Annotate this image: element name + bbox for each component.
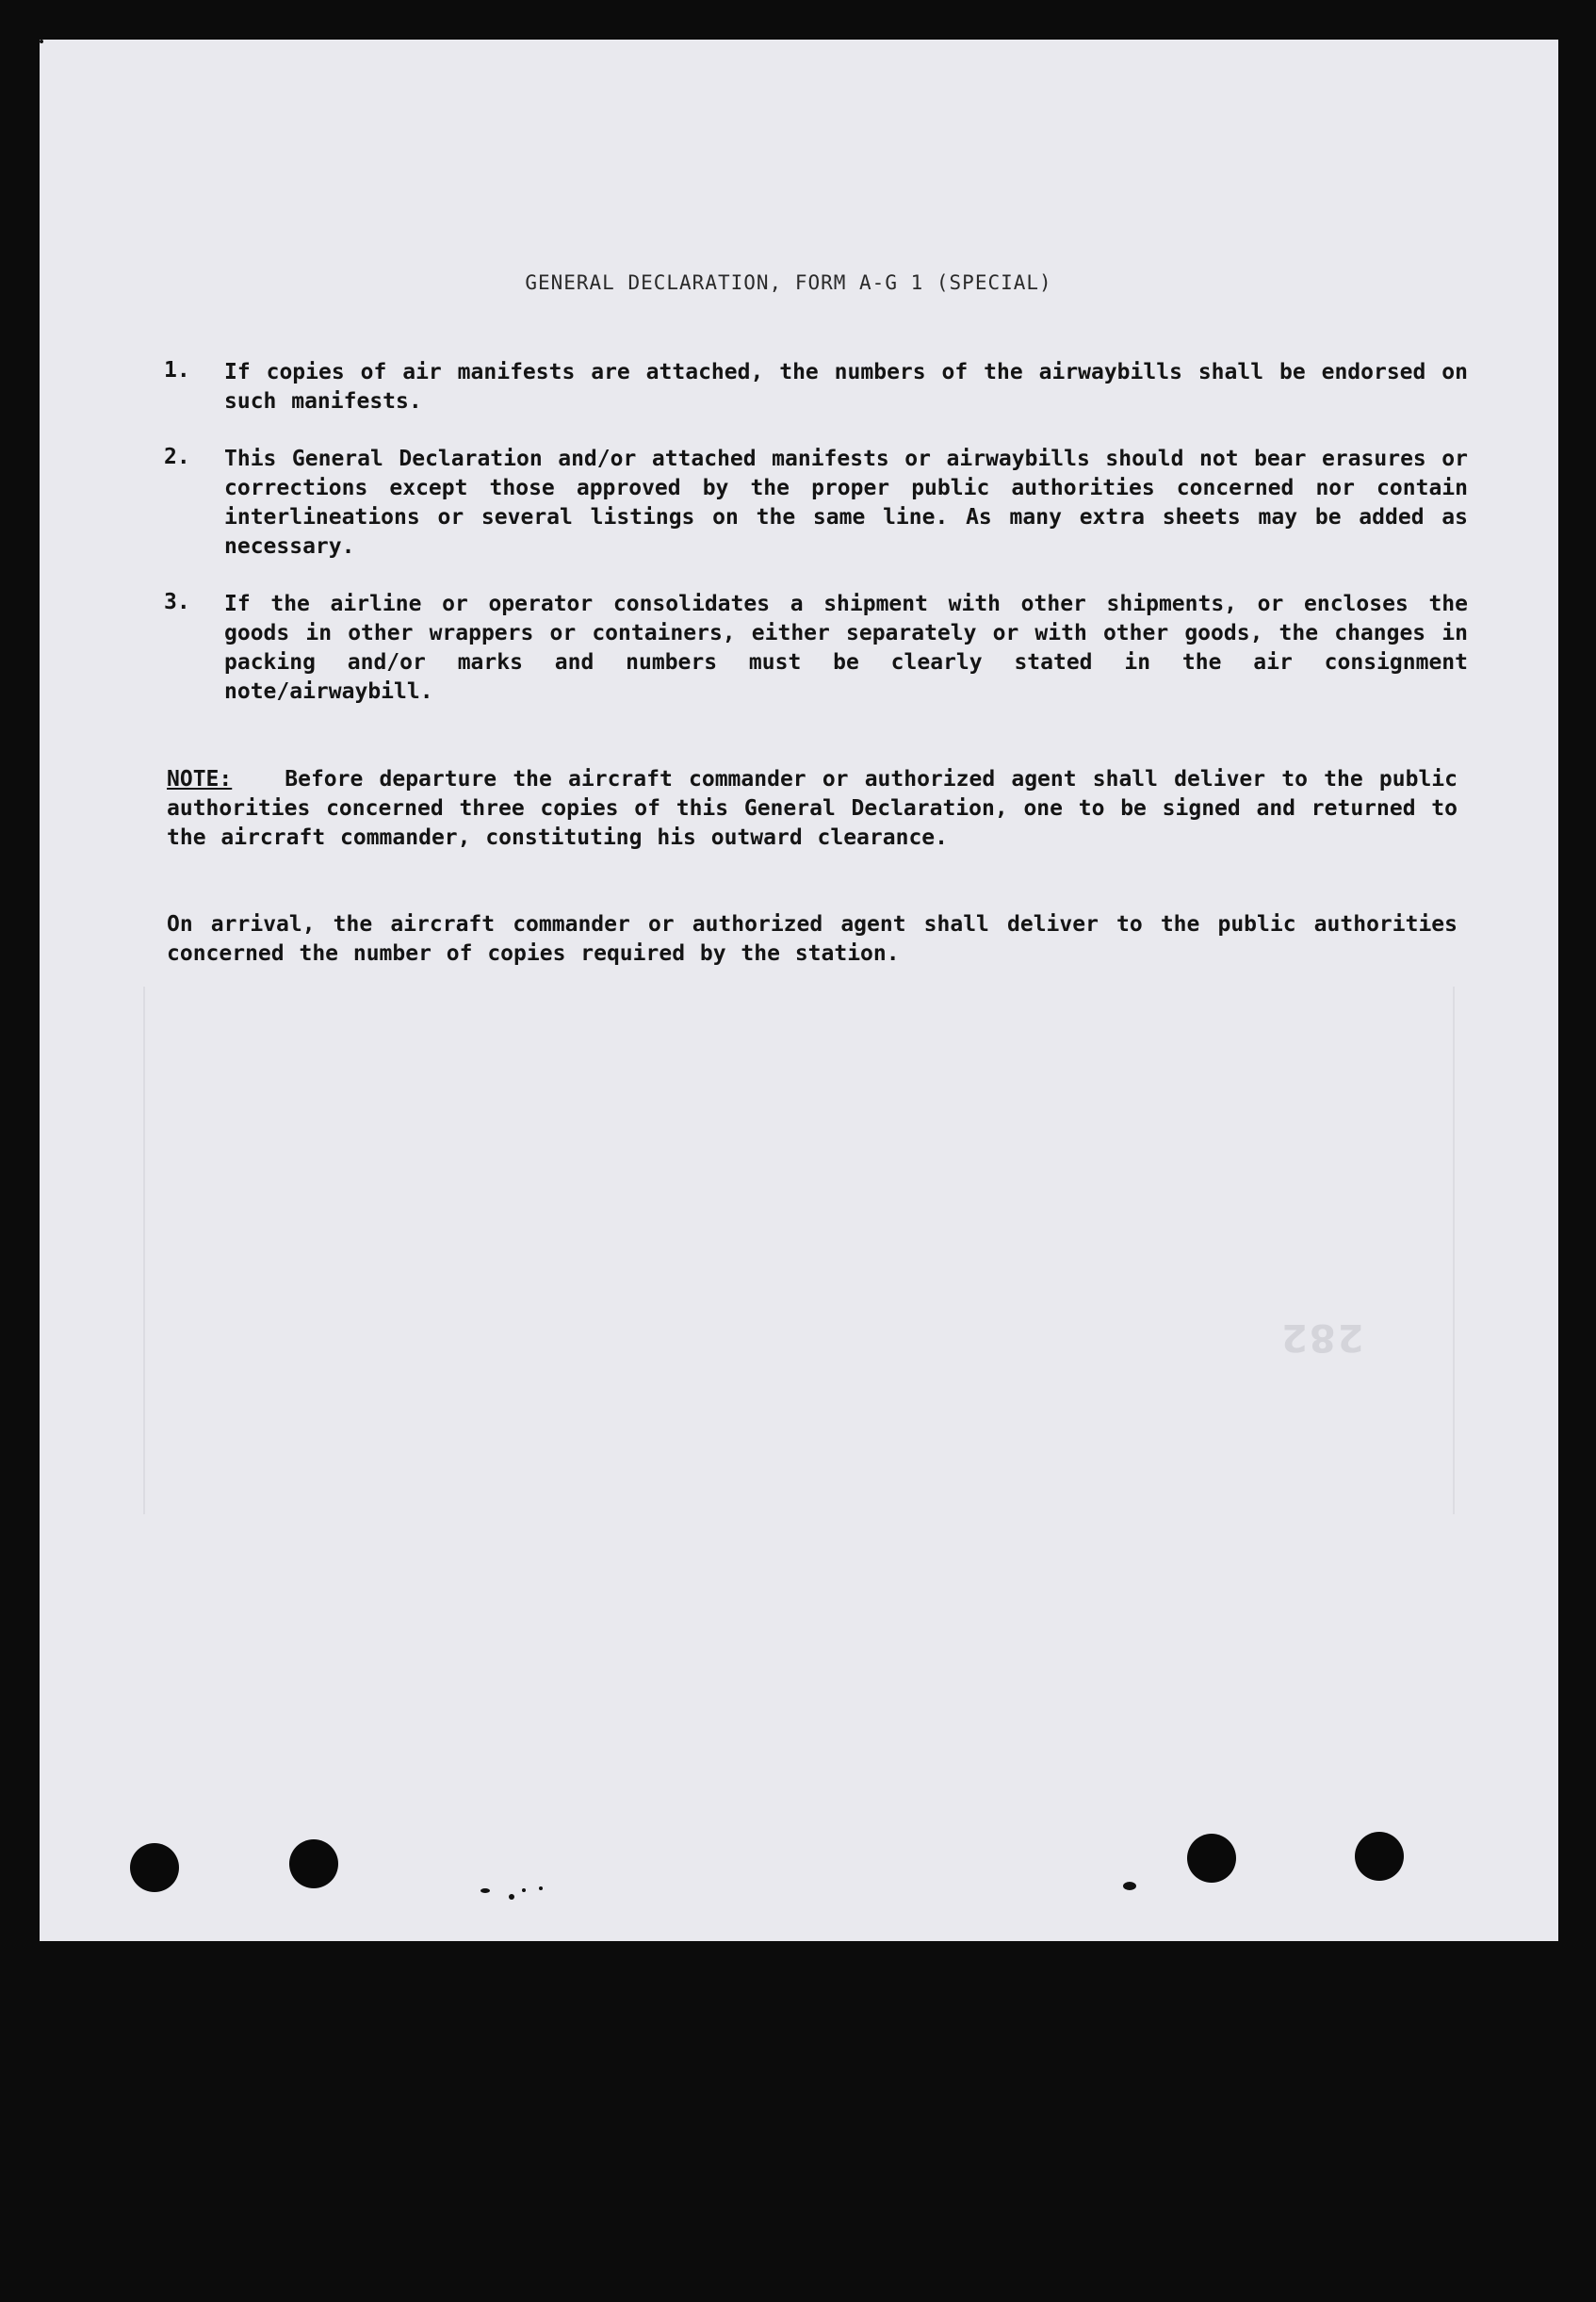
punch-hole [289, 1839, 338, 1888]
faint-rule [143, 987, 145, 1514]
ink-speck [522, 1888, 526, 1892]
item-number: 2. [164, 445, 190, 469]
note-text: Before departure the aircraft commander or authorized agent shall deliver to the public authorities concerned three copies of this General Declaration, one to be signed and returned to the aircraft commander, constituting his outward clearance. [167, 767, 1458, 850]
punch-hole [1355, 1832, 1404, 1881]
ink-speck [480, 1888, 490, 1893]
item-text: This General Declaration and/or attached manifests or airwaybills should not bear erasures or corrections except those approved by the proper public authorities concerned nor contain interlineations or several listings on the same line. As many extra sheets may be added as necessary. [224, 447, 1468, 559]
ink-speck [1123, 1882, 1136, 1890]
note-label: NOTE: [167, 767, 233, 792]
ink-speck [40, 40, 43, 43]
faint-rule [1453, 987, 1455, 1514]
note-paragraph [167, 765, 1458, 853]
arrival-paragraph: On arrival, the aircraft commander or authorized agent shall deliver to the public authorities concerned the number of copies required by the station. [167, 912, 1458, 966]
item-text: If copies of air manifests are attached, the numbers of the airwaybills shall be endorsed on such manifests. [224, 360, 1468, 414]
document-page [40, 40, 1558, 1941]
document-title: GENERAL DECLARATION, FORM A-G 1 (SPECIAL) [525, 271, 1052, 294]
ink-speck [539, 1886, 543, 1890]
punch-hole [130, 1843, 179, 1892]
item-number: 3. [164, 590, 190, 614]
faint-page-stamp: 282 [1279, 1315, 1364, 1359]
item-text: If the airline or operator consolidates a shipment with other shipments, or encloses the goods in other wrappers or containers, either separately or with other goods, the changes in packing and/or marks and numbers must be clearly stated in the air consignment note/airwaybill. [224, 592, 1468, 704]
item-number: 1. [164, 358, 190, 383]
punch-hole [1187, 1834, 1236, 1883]
ink-speck [509, 1894, 514, 1900]
